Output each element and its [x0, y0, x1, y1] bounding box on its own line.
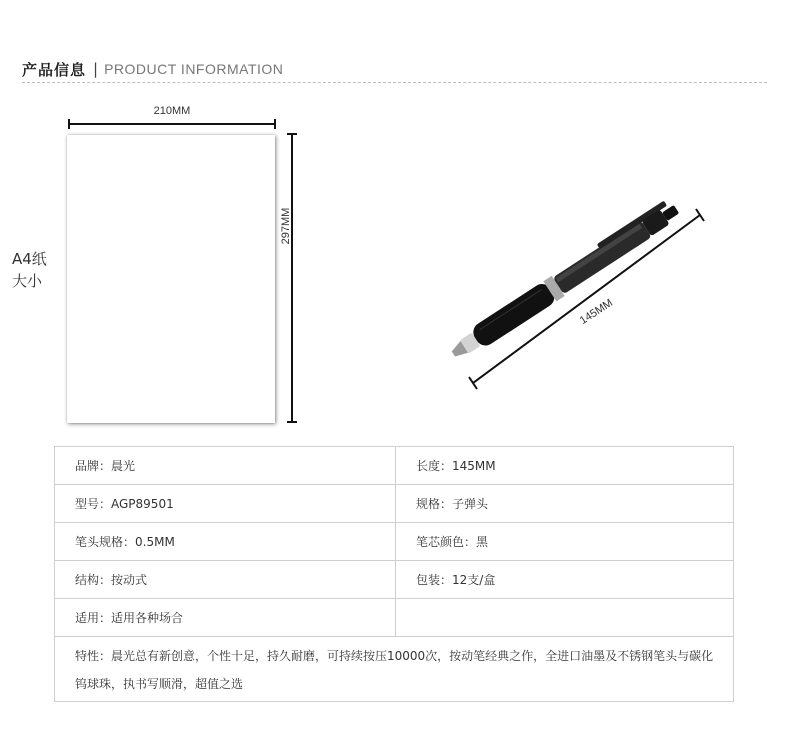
section-title-en: PRODUCT INFORMATION — [104, 61, 284, 77]
paper-height-dimension-line — [291, 133, 293, 423]
gel-pen-image — [430, 180, 720, 390]
spec-ink-color: 笔芯颜色：黑 — [396, 523, 734, 561]
spec-brand: 品牌：晨光 — [55, 447, 396, 485]
table-row — [55, 637, 734, 702]
section-title-cn: 产品信息 — [22, 60, 87, 79]
spec-features: 特性：晨光总有新创意，个性十足，持久耐磨，可持续按压10000次，按动笔经典之作，全进口油墨及不锈钢笔头与碳化钨球珠，执书写顺滑，超值之选 — [55, 637, 734, 702]
table-row — [55, 561, 734, 599]
spec-type: 规格：子弹头 — [396, 485, 734, 523]
spec-model: 型号：AGP89501 — [55, 485, 396, 523]
section-header — [22, 58, 283, 80]
paper-height-label: 297MM — [280, 207, 292, 245]
title-separator: | — [93, 60, 99, 78]
paper-size-label-line1: A4纸 — [12, 250, 47, 268]
paper-size-label — [12, 248, 47, 292]
spec-structure: 结构：按动式 — [55, 561, 396, 599]
paper-width-label: 210MM — [153, 105, 191, 117]
spec-tip-size: 笔头规格：0.5MM — [55, 523, 396, 561]
spec-table — [54, 446, 734, 702]
table-row — [55, 485, 734, 523]
pen-barrel — [553, 220, 652, 294]
pen-length-label: 145MM — [577, 296, 615, 328]
paper-size-label-line2: 大小 — [12, 272, 43, 290]
table-row — [55, 599, 734, 637]
table-row — [55, 447, 734, 485]
dashed-divider — [22, 82, 767, 83]
spec-length: 长度：145MM — [396, 447, 734, 485]
pen-grip — [470, 280, 559, 349]
spec-packaging: 包装：12支/盒 — [396, 561, 734, 599]
pen-length-dimension-line — [473, 215, 700, 383]
table-row — [55, 523, 734, 561]
paper-width-dimension-line — [68, 123, 276, 125]
spec-usage: 适用：适用各种场合 — [55, 599, 396, 637]
a4-paper-image — [67, 135, 275, 423]
spec-empty-cell — [396, 599, 734, 637]
